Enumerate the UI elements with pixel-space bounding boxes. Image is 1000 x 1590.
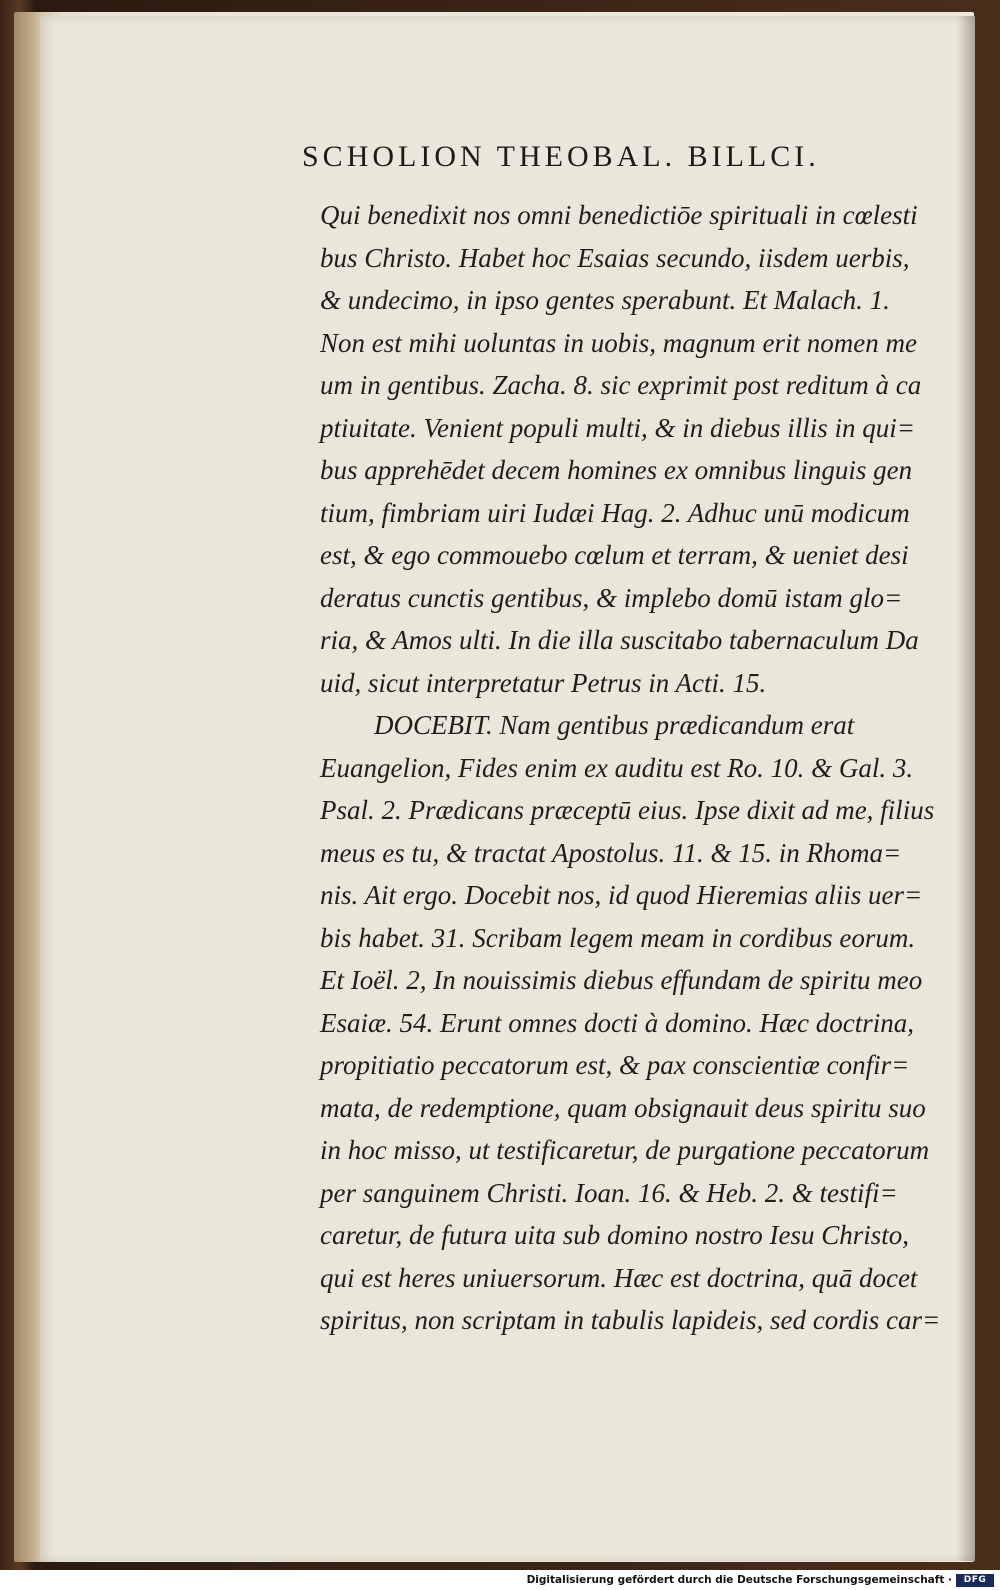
text-line: nis. Ait ergo. Docebit nos, id quod Hieremias aliis uer= [320, 880, 923, 910]
text-line: ria, & Amos ulti. In die illa suscitabo tabernaculum Da [320, 625, 919, 655]
text-line: bus apprehēdet decem homines ex omnibus linguis gen [320, 455, 913, 485]
text-line: Esaiæ. 54. Erunt omnes docti à domino. Hæc doctrina, [320, 1007, 914, 1038]
text-line: Non est mihi uoluntas in uobis, magnum erit nomen me [320, 327, 917, 358]
text-line: per sanguinem Christi. Ioan. 16. & Heb. 2. & testifi= [320, 1177, 898, 1208]
text-line: qui est heres uniuersorum. Hæc est doctrina, quā docet [320, 1262, 918, 1293]
text-line: ptiuitate. Venient populi multi, & in diebus illis in qui= [320, 412, 915, 443]
text-line: Psal. 2. Prædicans præceptū eius. Ipse dixit ad me, filius [320, 795, 935, 825]
text-line: bus Christo. Habet hoc Esaias secundo, iisdem uerbis, [320, 242, 910, 273]
text-line: bis habet. 31. Scribam legem meam in cordibus eorum. [320, 922, 916, 953]
text-line: tium, fimbriam uiri Iudæi Hag. 2. Adhuc unū modicum [320, 497, 910, 528]
text-line: caretur, de futura uita sub domino nostro Iesu Christo, [320, 1220, 910, 1250]
footer-credit: Digitalisierung gefördert durch die Deutsche Forschungsgemeinschaft · [526, 1574, 952, 1586]
paragraph-start-line: DOCEBIT. Nam gentibus prædicandum erat [374, 710, 855, 740]
text-line: mata, de redemptione, quam obsignauit deus spiritu suo [320, 1092, 926, 1123]
digitization-footer [0, 1570, 1000, 1590]
text-line: propitiatio peccatorum est, & pax conscientiæ confir= [320, 1050, 910, 1080]
book-page [40, 16, 975, 1561]
text-line: spiritus, non scriptam in tabulis lapideis, sed cordis car= [320, 1305, 941, 1335]
text-line: uid, sicut interpretatur Petrus in Acti. 15. [320, 667, 767, 698]
text-line: Et Ioël. 2, In nouissimis diebus effundam de spiritu meo [320, 965, 923, 995]
text-line: in hoc misso, ut testificaretur, de purgatione peccatorum [320, 1135, 930, 1165]
running-head: SCHOLION THEOBAL. BILLCI. [302, 140, 820, 173]
text-line: & undecimo, in ipso gentes sperabunt. Et Malach. 1. [320, 285, 890, 315]
text-line: est, & ego commouebo cœlum et terram, & ueniet desi [320, 540, 909, 570]
text-line: um in gentibus. Zacha. 8. sic exprimit post reditum à ca [320, 370, 922, 400]
text-line: Euangelion, Fides enim ex auditu est Ro. 10. & Gal. 3. [320, 752, 914, 783]
page-body [320, 194, 980, 1342]
dfg-logo-icon: DFG [956, 1574, 994, 1587]
text-line: Qui benedixit nos omni benedictiōe spirituali in cœlesti [320, 200, 918, 230]
text-line: deratus cunctis gentibus, & implebo domū istam glo= [320, 582, 903, 613]
text-line: meus es tu, & tractat Apostolus. 11. & 15. in Rhoma= [320, 837, 902, 868]
